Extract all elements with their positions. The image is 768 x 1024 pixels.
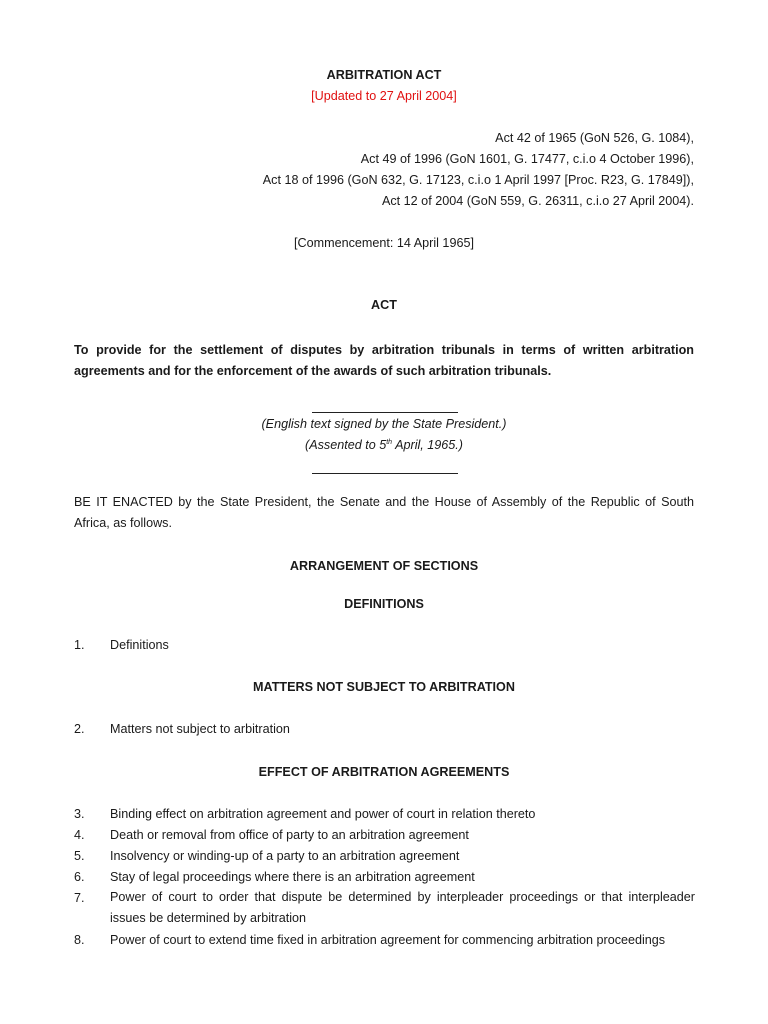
section-number: 4.: [74, 828, 85, 842]
divider-rule: [312, 412, 458, 413]
amendment-line: Act 42 of 1965 (GoN 526, G. 1084),: [495, 131, 694, 145]
commencement-date: [Commencement: 14 April 1965]: [294, 236, 474, 250]
enactment-clause: BE IT ENACTED by the State President, the Senate and the House of Assembly of the Republic of South Africa, as follows.: [74, 495, 694, 530]
section-title: Definitions: [110, 638, 169, 652]
section-number: 2.: [74, 722, 85, 736]
section-title: Stay of legal proceedings where there is an arbitration agreement: [110, 870, 475, 884]
section-number: 1.: [74, 638, 85, 652]
amendment-line: Act 12 of 2004 (GoN 559, G. 26311, c.i.o 27 April 2004).: [381, 194, 694, 208]
section-heading-matters: MATTERS NOT SUBJECT TO ARBITRATION: [253, 680, 515, 694]
arrangement-heading: ARRANGEMENT OF SECTIONS: [289, 559, 479, 573]
section-number: 7.: [74, 891, 85, 905]
divider-rule: [312, 473, 458, 474]
section-title: Insolvency or winding-up of a party to an arbitration agreement: [110, 849, 460, 863]
section-number: 5.: [74, 849, 85, 863]
section-title: Power of court to order that dispute be determined by interpleader proceedings or that interpleader issues be determined by arbitration: [110, 890, 695, 925]
assented-note: (Assented to 5th April, 1965.): [305, 438, 463, 452]
document-title: ARBITRATION ACT: [326, 68, 442, 82]
updated-notice: [Updated to 27 April 2004]: [311, 89, 457, 103]
section-title: Power of court to extend time fixed in arbitration agreement for commencing arbitration proceedings: [110, 933, 666, 947]
signed-note: (English text signed by the State President.): [261, 417, 507, 431]
section-number: 3.: [74, 807, 85, 821]
section-heading-effect: EFFECT OF ARBITRATION AGREEMENTS: [258, 765, 510, 779]
section-number: 6.: [74, 870, 85, 884]
section-title: Death or removal from office of party to an arbitration agreement: [110, 828, 469, 842]
section-title: Matters not subject to arbitration: [110, 722, 290, 736]
section-heading-definitions: DEFINITIONS: [344, 597, 424, 611]
act-heading: ACT: [371, 298, 397, 312]
amendment-line: Act 49 of 1996 (GoN 1601, G. 17477, c.i.o 4 October 1996),: [360, 152, 694, 166]
section-number: 8.: [74, 933, 85, 947]
long-title: To provide for the settlement of disputes by arbitration tribunals in terms of written arbitration agreements and for the enforcement of the awards of such arbitration tribunals.: [74, 343, 694, 378]
amendment-line: Act 18 of 1996 (GoN 632, G. 17123, c.i.o 1 April 1997 [Proc. R23, G. 17849]),: [262, 173, 694, 187]
section-title: Binding effect on arbitration agreement and power of court in relation thereto: [110, 807, 536, 821]
